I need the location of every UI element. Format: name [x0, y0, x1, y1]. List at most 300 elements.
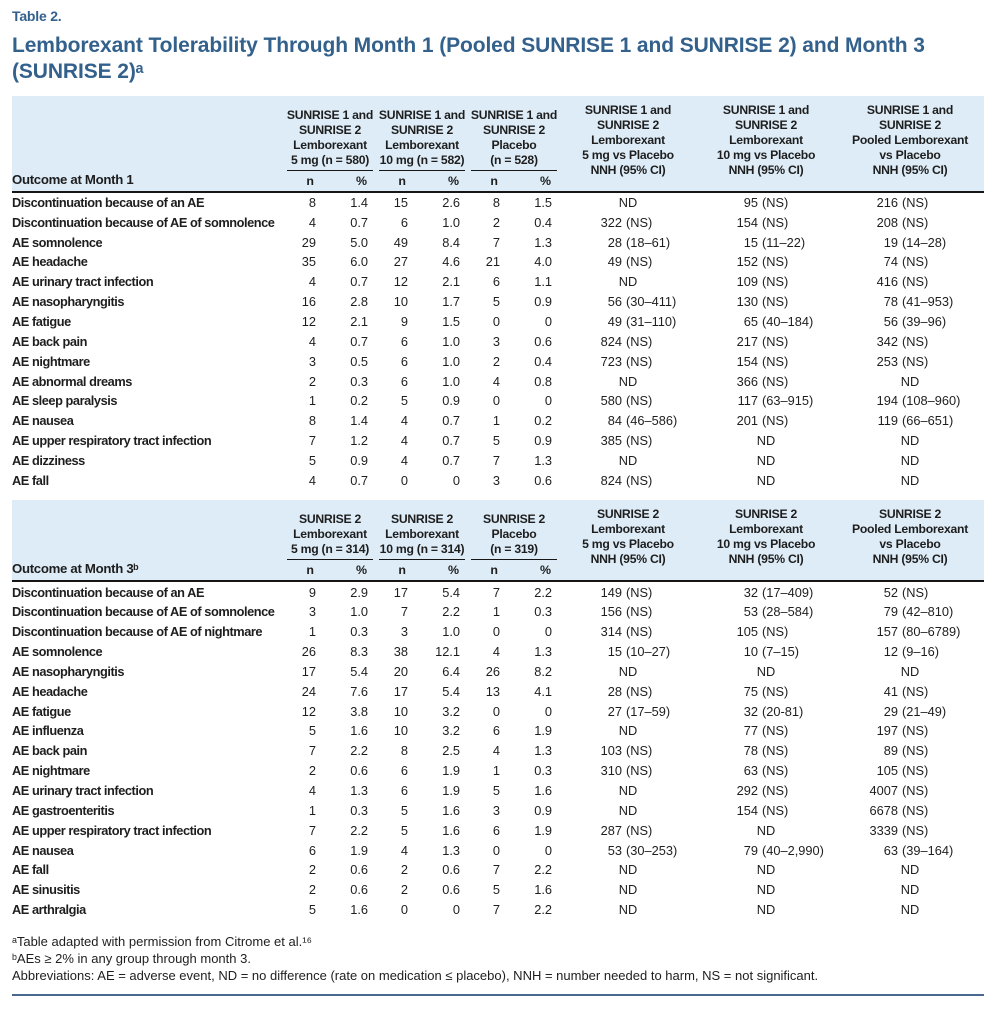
nnh-number: 824: [600, 472, 622, 488]
row-label: AE upper respiratory tract infection: [12, 822, 212, 838]
n-cell: 20: [393, 663, 408, 679]
nnh-header-line: 5 mg vs Placebo: [582, 537, 674, 552]
row-label: Discontinuation because of AE of somnolence: [12, 604, 275, 620]
row-label: AE fatigue: [12, 313, 71, 329]
sub-column-headers: [376, 560, 468, 580]
n-cell: 3: [492, 802, 500, 818]
nnh-confidence-interval: (NS): [902, 802, 929, 818]
n-cell: 6: [400, 333, 408, 349]
nnh-confidence-interval: (NS): [762, 624, 789, 640]
n-cell: 24: [301, 683, 316, 699]
n-cell: 13: [485, 683, 500, 699]
nnh-number: 32: [743, 703, 758, 719]
percent-cell: 1.6: [534, 882, 552, 898]
n-cell: 6: [400, 763, 408, 779]
nnh-cell: [696, 902, 836, 917]
percent-cell: 1.3: [534, 234, 552, 250]
table-row: [12, 880, 984, 900]
group-header-line: Lemborexant: [385, 137, 459, 152]
n-cell: 1: [492, 413, 500, 429]
nnh-number: 52: [883, 584, 898, 600]
nnh-confidence-interval: (NS): [626, 822, 653, 838]
month1-table: [12, 96, 984, 491]
n-cell: 2: [308, 882, 316, 898]
n-cell: 5: [308, 723, 316, 739]
n-cell: 38: [393, 644, 408, 660]
group-header-title: [284, 512, 376, 557]
nnh-nd-value: ND: [756, 822, 776, 838]
nnh-cell: [836, 604, 984, 619]
n-cell: 2: [492, 214, 500, 230]
nnh-header-line: SUNRISE 1 and: [722, 102, 810, 117]
n-cell: 5: [400, 802, 408, 818]
nnh-number: 15: [607, 644, 622, 660]
nnh-cell: [696, 763, 836, 778]
nnh-cell: [696, 783, 836, 798]
nnh-cell: [696, 604, 836, 619]
nnh-cell: [696, 684, 836, 699]
row-label: Discontinuation because of an AE: [12, 194, 205, 210]
percent-cell: 0.7: [350, 214, 368, 230]
nnh-nd-value: ND: [756, 902, 776, 918]
nnh-cell: [560, 473, 696, 488]
table-row: [12, 721, 984, 741]
percent-cell: 0.5: [350, 353, 368, 369]
nnh-number: 156: [600, 604, 622, 620]
n-cell: 5: [492, 294, 500, 310]
group-header: [468, 512, 560, 580]
percent-cell: 1.4: [350, 413, 368, 429]
percent-cell: 12.1: [435, 644, 460, 660]
percent-cell: 0.3: [534, 604, 552, 620]
percent-cell: 5.0: [350, 234, 368, 250]
percent-cell: 1.9: [442, 783, 460, 799]
n-cell: 7: [308, 743, 316, 759]
n-cell: 9: [400, 313, 408, 329]
nnh-cell: [560, 882, 696, 897]
nnh-nd-value: ND: [618, 862, 638, 878]
percent-cell: 0: [544, 703, 552, 719]
nnh-nd-value: ND: [618, 373, 638, 389]
outcome-column-header: Outcome at Month 1: [12, 171, 134, 187]
nnh-header-line: vs Placebo: [879, 147, 941, 162]
nnh-number: 78: [883, 294, 898, 310]
sub-column-headers: [468, 171, 560, 191]
n-cell: 0: [492, 842, 500, 858]
nnh-cell: [696, 215, 836, 230]
nnh-header-line: Lemborexant: [591, 132, 665, 147]
nnh-confidence-interval: (18–61): [626, 234, 671, 250]
table-row: [12, 331, 984, 351]
nnh-confidence-interval: (NS): [902, 274, 929, 290]
n-cell: 7: [492, 584, 500, 600]
percent-cell: 7.6: [350, 683, 368, 699]
percent-cell: 0.9: [534, 802, 552, 818]
percent-cell: 0.7: [442, 452, 460, 468]
n-cell: 0: [400, 902, 408, 918]
nnh-number: 10: [743, 644, 758, 660]
n-column-header: n: [490, 563, 498, 578]
percent-cell: 3.8: [350, 703, 368, 719]
n-cell: 16: [301, 294, 316, 310]
nnh-header-line: NNH (95% CI): [872, 552, 948, 567]
nnh-header-line: SUNRISE 1 and: [584, 102, 672, 117]
nnh-number: 63: [743, 763, 758, 779]
nnh-confidence-interval: (NS): [762, 353, 789, 369]
percent-cell: 1.4: [350, 194, 368, 210]
table-row: [12, 411, 984, 431]
n-cell: 0: [492, 624, 500, 640]
group-header-line: (n = 528): [490, 152, 538, 167]
nnh-cell: [836, 294, 984, 309]
group-header-line: SUNRISE 2: [482, 122, 546, 137]
nnh-confidence-interval: (39–164): [902, 842, 954, 858]
percent-cell: 0.3: [350, 624, 368, 640]
percent-cell: 0.3: [350, 802, 368, 818]
month3-table-header: [12, 500, 984, 582]
percent-cell: 1.1: [534, 274, 552, 290]
nnh-cell: [560, 684, 696, 699]
percent-cell: 6.4: [442, 663, 460, 679]
n-cell: 3: [308, 353, 316, 369]
nnh-confidence-interval: (20-81): [762, 703, 804, 719]
nnh-confidence-interval: (NS): [626, 683, 653, 699]
nnh-number: 32: [743, 584, 758, 600]
nnh-confidence-interval: (NS): [902, 214, 929, 230]
nnh-number: 292: [736, 783, 758, 799]
percent-cell: 0.7: [350, 274, 368, 290]
nnh-confidence-interval: (NS): [902, 194, 929, 210]
nnh-confidence-interval: (NS): [902, 822, 929, 838]
nnh-header-line: 5 mg vs Placebo: [582, 147, 674, 162]
nnh-confidence-interval: (NS): [902, 783, 929, 799]
percent-cell: 2.2: [534, 584, 552, 600]
nnh-confidence-interval: (NS): [626, 214, 653, 230]
n-cell: 12: [301, 703, 316, 719]
nnh-number: 216: [876, 194, 898, 210]
n-cell: 35: [301, 254, 316, 270]
group-header-line: Placebo: [491, 527, 537, 542]
nnh-number: 253: [876, 353, 898, 369]
nnh-cell: [836, 862, 984, 877]
nnh-cell: [836, 195, 984, 210]
nnh-confidence-interval: (108–960): [902, 393, 961, 409]
nnh-cell: [696, 334, 836, 349]
nnh-confidence-interval: (40–2,990): [762, 842, 824, 858]
nnh-confidence-interval: (NS): [626, 763, 653, 779]
n-cell: 1: [308, 393, 316, 409]
n-cell: 3: [492, 472, 500, 488]
nnh-group-header: [696, 103, 836, 191]
group-header: [376, 108, 468, 191]
nnh-cell: [560, 215, 696, 230]
table-row: [12, 900, 984, 920]
group-header-title: [468, 512, 560, 557]
n-cell: 4: [400, 413, 408, 429]
row-label: Discontinuation because of AE of somnolence: [12, 214, 275, 230]
nnh-confidence-interval: (NS): [762, 783, 789, 799]
table-number-label: Table 2.: [12, 8, 62, 24]
n-cell: 3: [492, 333, 500, 349]
nnh-cell: [696, 743, 836, 758]
percent-cell: 1.0: [442, 353, 460, 369]
nnh-number: 84: [607, 413, 622, 429]
percent-cell: 1.0: [442, 333, 460, 349]
n-cell: 2: [308, 373, 316, 389]
group-header-line: 10 mg (n = 314): [379, 542, 465, 557]
table-row: [12, 781, 984, 801]
n-cell: 3: [308, 604, 316, 620]
nnh-header-line: Pooled Lemborexant: [851, 522, 969, 537]
nnh-confidence-interval: (14–28): [902, 234, 947, 250]
percent-cell: 0.7: [442, 433, 460, 449]
nnh-nd-value: ND: [900, 902, 920, 918]
group-header-line: SUNRISE 2: [482, 512, 546, 527]
nnh-header-line: Lemborexant: [729, 132, 803, 147]
nnh-nd-value: ND: [900, 472, 920, 488]
percent-cell: 4.6: [442, 254, 460, 270]
table-row: [12, 602, 984, 622]
table-row: [12, 450, 984, 470]
percent-cell: 0.6: [442, 862, 460, 878]
group-header: [284, 512, 376, 580]
nnh-cell: [560, 274, 696, 289]
nnh-confidence-interval: (30–253): [626, 842, 678, 858]
percent-cell: 1.3: [534, 452, 552, 468]
nnh-confidence-interval: (28–584): [762, 604, 814, 620]
n-cell: 12: [393, 274, 408, 290]
row-label: AE sleep paralysis: [12, 393, 118, 409]
nnh-confidence-interval: (42–810): [902, 604, 954, 620]
nnh-number: 103: [600, 743, 622, 759]
table-row: [12, 642, 984, 662]
nnh-header-line: 10 mg vs Placebo: [716, 537, 816, 552]
nnh-nd-value: ND: [756, 452, 776, 468]
percent-cell: 6.0: [350, 254, 368, 270]
n-cell: 17: [301, 663, 316, 679]
nnh-cell: [836, 374, 984, 389]
n-cell: 4: [308, 472, 316, 488]
table-row: [12, 252, 984, 272]
nnh-nd-value: ND: [756, 862, 776, 878]
percent-cell: 1.0: [442, 624, 460, 640]
nnh-header-line: NNH (95% CI): [728, 552, 804, 567]
percent-cell: 1.6: [534, 783, 552, 799]
percent-cell: 1.0: [442, 214, 460, 230]
footnote-a: ᵃTable adapted with permission from Citrome et al.¹⁶: [12, 933, 312, 949]
group-header: [468, 108, 560, 191]
percent-cell: 0.6: [350, 763, 368, 779]
group-header: [376, 512, 468, 580]
table-row: [12, 232, 984, 252]
n-cell: 27: [393, 254, 408, 270]
nnh-confidence-interval: (NS): [902, 723, 929, 739]
nnh-cell: [836, 274, 984, 289]
nnh-confidence-interval: (NS): [762, 802, 789, 818]
percent-cell: 8.4: [442, 234, 460, 250]
nnh-nd-value: ND: [900, 882, 920, 898]
row-label: AE urinary tract infection: [12, 274, 154, 290]
nnh-number: 314: [600, 624, 622, 640]
group-header-line: Lemborexant: [385, 527, 459, 542]
nnh-number: 130: [736, 294, 758, 310]
nnh-cell: [696, 823, 836, 838]
n-cell: 6: [400, 783, 408, 799]
nnh-confidence-interval: (46–586): [626, 413, 678, 429]
n-cell: 17: [393, 584, 408, 600]
nnh-nd-value: ND: [618, 452, 638, 468]
nnh-confidence-interval: (NS): [902, 683, 929, 699]
n-cell: 1: [492, 604, 500, 620]
nnh-cell: [560, 624, 696, 639]
nnh-header-line: SUNRISE 2: [878, 507, 942, 522]
n-cell: 8: [492, 194, 500, 210]
nnh-confidence-interval: (NS): [626, 353, 653, 369]
nnh-confidence-interval: (NS): [762, 763, 789, 779]
nnh-nd-value: ND: [756, 472, 776, 488]
nnh-header-line: NNH (95% CI): [872, 162, 948, 177]
nnh-cell: [696, 254, 836, 269]
nnh-number: 41: [883, 683, 898, 699]
nnh-number: 117: [737, 393, 758, 409]
n-cell: 8: [308, 194, 316, 210]
row-label: Discontinuation because of an AE: [12, 584, 205, 600]
nnh-number: 78: [743, 743, 758, 759]
percent-cell: 0.2: [350, 393, 368, 409]
nnh-cell: [696, 843, 836, 858]
n-cell: 5: [308, 452, 316, 468]
n-cell: 4: [308, 333, 316, 349]
percent-cell: 1.3: [534, 644, 552, 660]
nnh-number: 77: [743, 723, 758, 739]
nnh-nd-value: ND: [756, 663, 776, 679]
nnh-cell: [560, 334, 696, 349]
n-column-header: n: [306, 563, 314, 578]
n-cell: 5: [400, 393, 408, 409]
nnh-confidence-interval: (NS): [762, 373, 789, 389]
nnh-number: 74: [883, 254, 898, 270]
sub-column-headers: [468, 560, 560, 580]
n-cell: 5: [492, 783, 500, 799]
percent-cell: 1.5: [534, 194, 552, 210]
nnh-cell: [836, 413, 984, 428]
nnh-nd-value: ND: [618, 723, 638, 739]
nnh-header-line: SUNRISE 2: [734, 117, 798, 132]
nnh-confidence-interval: (31–110): [626, 313, 677, 329]
n-cell: 4: [492, 373, 500, 389]
row-label: AE nasopharyngitis: [12, 663, 125, 679]
nnh-number: 56: [883, 313, 898, 329]
nnh-cell: [696, 803, 836, 818]
sub-column-headers: [376, 171, 468, 191]
row-label: AE somnolence: [12, 644, 103, 660]
nnh-confidence-interval: (30–411): [626, 294, 677, 310]
nnh-confidence-interval: (NS): [762, 743, 789, 759]
nnh-cell: [836, 704, 984, 719]
nnh-confidence-interval: (NS): [762, 274, 789, 290]
nnh-number: 79: [743, 842, 758, 858]
nnh-cell: [836, 664, 984, 679]
nnh-group-header: [560, 103, 696, 191]
row-label: AE upper respiratory tract infection: [12, 433, 212, 449]
table-row: [12, 701, 984, 721]
percent-cell: 2.9: [350, 584, 368, 600]
n-cell: 2: [400, 862, 408, 878]
nnh-number: 824: [600, 333, 622, 349]
nnh-cell: [696, 585, 836, 600]
sub-column-headers: [284, 560, 376, 580]
nnh-number: 28: [607, 683, 622, 699]
n-cell: 5: [400, 822, 408, 838]
nnh-cell: [560, 433, 696, 448]
percent-cell: 1.0: [350, 604, 368, 620]
percent-cell: 0.9: [350, 452, 368, 468]
n-cell: 6: [400, 373, 408, 389]
nnh-confidence-interval: (NS): [626, 604, 653, 620]
nnh-cell: [696, 374, 836, 389]
percent-cell: 0.9: [534, 294, 552, 310]
percent-cell: 0.6: [442, 882, 460, 898]
nnh-cell: [836, 843, 984, 858]
row-label: AE headache: [12, 683, 88, 699]
nnh-number: 723: [600, 353, 622, 369]
table-row: [12, 662, 984, 682]
n-cell: 0: [400, 472, 408, 488]
group-header-line: Placebo: [491, 137, 537, 152]
nnh-cell: [696, 882, 836, 897]
nnh-cell: [560, 783, 696, 798]
nnh-nd-value: ND: [756, 882, 776, 898]
percent-cell: 2.6: [442, 194, 460, 210]
n-cell: 6: [308, 842, 316, 858]
nnh-nd-value: ND: [900, 373, 920, 389]
n-cell: 15: [393, 194, 408, 210]
n-cell: 7: [308, 822, 316, 838]
percent-column-header: %: [447, 173, 459, 188]
nnh-cell: [696, 644, 836, 659]
percent-cell: 0.3: [534, 763, 552, 779]
nnh-cell: [560, 235, 696, 250]
n-cell: 6: [492, 723, 500, 739]
nnh-cell: [696, 704, 836, 719]
percent-cell: 0.2: [534, 413, 552, 429]
nnh-confidence-interval: (9–16): [902, 644, 939, 660]
n-cell: 1: [308, 624, 316, 640]
nnh-confidence-interval: (80–6789): [902, 624, 961, 640]
n-cell: 4: [400, 433, 408, 449]
percent-cell: 5.4: [442, 584, 460, 600]
n-cell: 21: [485, 254, 500, 270]
percent-column-header: %: [539, 563, 551, 578]
percent-cell: 8.3: [350, 644, 368, 660]
nnh-number: 49: [607, 313, 622, 329]
month3-table: [12, 500, 984, 919]
nnh-cell: [836, 215, 984, 230]
nnh-confidence-interval: (63–915): [762, 393, 814, 409]
percent-cell: 0.7: [350, 333, 368, 349]
group-header-line: SUNRISE 1 and: [470, 107, 558, 122]
row-label: AE abnormal dreams: [12, 373, 132, 389]
nnh-group-header: [836, 103, 984, 191]
nnh-number: 27: [607, 703, 622, 719]
nnh-cell: [560, 354, 696, 369]
nnh-number: 197: [876, 723, 898, 739]
n-cell: 6: [492, 822, 500, 838]
nnh-confidence-interval: (11–22): [762, 234, 806, 250]
nnh-number: 12: [883, 644, 898, 660]
row-label: AE arthralgia: [12, 902, 86, 918]
percent-cell: 2.2: [534, 862, 552, 878]
